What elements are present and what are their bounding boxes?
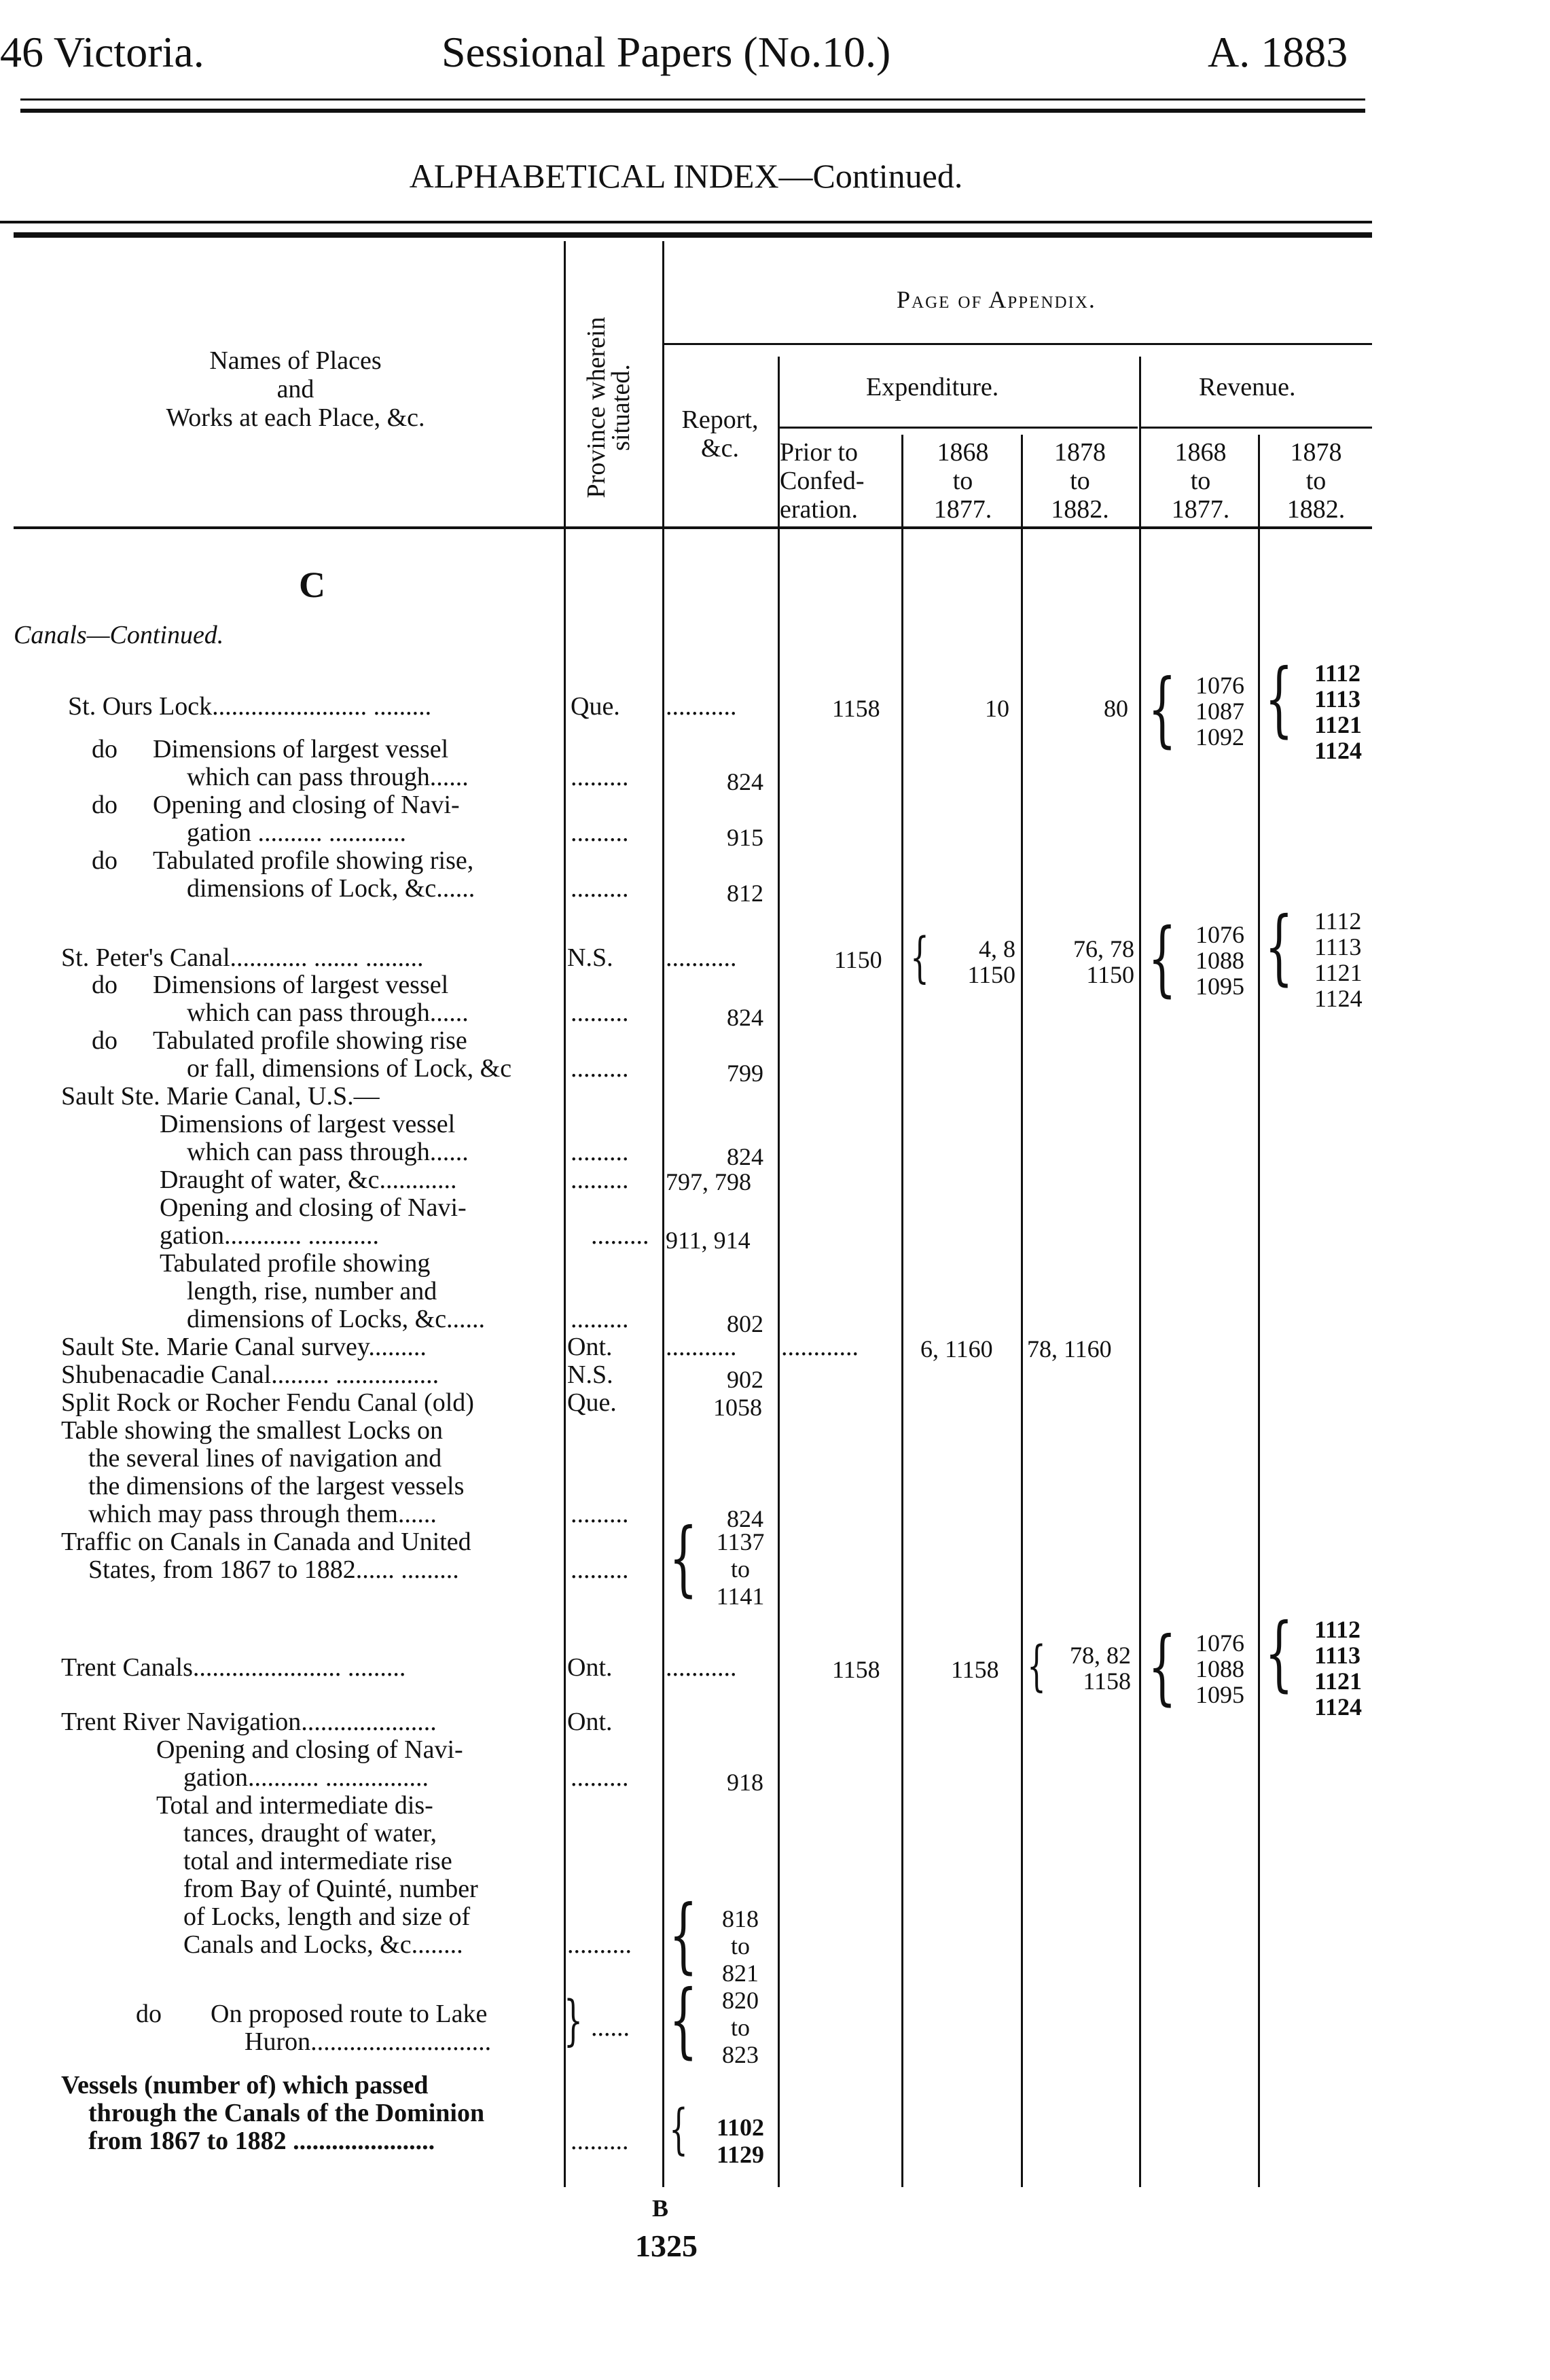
text-peter-dim	[153, 971, 469, 1027]
do-trent-proposed: do	[136, 2000, 162, 2028]
col-line-rev-1868	[1258, 435, 1260, 2187]
report-shubenacadie: 902	[727, 1366, 763, 1393]
col-rev-1868-header	[1141, 438, 1260, 524]
exp1878-trent	[1060, 1642, 1131, 1694]
brace-report-traffic: {	[669, 1511, 698, 1606]
report-table-locks: 824	[727, 1505, 763, 1532]
text-table-1: Table showing the smallest Locks on	[61, 1416, 443, 1445]
exp1878-trent-2: 1158	[1083, 1667, 1131, 1695]
col-exp-1868-line-1: 1868	[937, 438, 989, 467]
exp1868-st-ours: 10	[985, 695, 1009, 722]
report-sault-tab: 802	[727, 1310, 763, 1337]
col-report-line-2: &c.	[701, 434, 739, 463]
text-trent-open-1: Opening and closing of Navi-	[156, 1735, 463, 1764]
text-vessels-1: Vessels (number of) which passed	[61, 2071, 429, 2099]
text-ours-tab-2: dimensions of Lock, &c......	[187, 874, 475, 903]
col-rev-1878-line-2: to	[1305, 467, 1327, 495]
rev1878-trent-4: 1124	[1314, 1693, 1363, 1720]
prov-sault-dim: .........	[571, 1138, 629, 1166]
prior-st-peters: 1150	[834, 946, 882, 973]
col-line-exp-1878	[1139, 357, 1141, 2187]
page-title: ALPHABETICAL INDEX—Continued.	[409, 157, 963, 195]
report-st-ours: ...........	[666, 692, 737, 721]
province-st-ours: Que.	[571, 692, 620, 721]
rev1868-st-peters-2: 1088	[1195, 947, 1244, 974]
col-exp-1868-header	[903, 438, 1022, 524]
col-exp-1878-line-2: to	[1070, 467, 1090, 495]
brace-exp1878-trent: {	[1027, 1634, 1046, 1697]
text-ours-dim-2: which can pass through......	[187, 763, 469, 791]
rev1878-trent	[1314, 1617, 1362, 1720]
report-sault-survey: ...........	[666, 1333, 737, 1361]
report-split-rock: 1058	[713, 1394, 762, 1421]
brace-rev1878-trent: {	[1265, 1606, 1293, 1701]
rev1878-st-peters-4: 1124	[1314, 985, 1363, 1012]
text-peter-dim-2: which can pass through......	[187, 998, 469, 1027]
brace-rev1878-st-peters: {	[1265, 900, 1293, 994]
rev1868-st-peters	[1195, 922, 1244, 999]
text-ours-tab	[153, 847, 475, 903]
rev1878-trent-2: 1113	[1314, 1642, 1361, 1669]
col-line-exp-1868	[1021, 435, 1023, 2187]
col-prior-header	[780, 438, 902, 524]
rev1868-st-peters-3: 1095	[1195, 973, 1244, 1000]
entry-split-rock: Split Rock or Rocher Fendu Canal (old)	[61, 1388, 474, 1417]
col-rev-1878-line-1: 1878	[1290, 438, 1342, 467]
text-sault-open	[160, 1194, 467, 1250]
prov-ours-dim: .........	[571, 763, 629, 791]
rev1868-trent-2: 1088	[1195, 1655, 1244, 1682]
text-trent-proposed	[211, 2000, 491, 2056]
entry-table-locks	[61, 1417, 464, 1528]
rev1868-trent-1: 1076	[1195, 1629, 1244, 1657]
col-rev-1868-line-1: 1868	[1174, 438, 1227, 467]
header-session: 46 Victoria.	[0, 28, 204, 76]
col-prior-line-3: eration.	[780, 495, 859, 524]
brace-prov-trent-proposed: }	[564, 1989, 583, 2052]
exp1868-trent: 1158	[951, 1656, 999, 1683]
report-sault-dim: 824	[727, 1143, 763, 1170]
col-report-line-1: Report,	[681, 405, 759, 434]
title-rule-bottom	[14, 232, 1372, 238]
report-trent-total-1: 818	[722, 1905, 759, 1932]
text-sault-tab-2: length, rise, number and	[187, 1277, 437, 1305]
col-names-line-1: Names of Places	[209, 346, 382, 375]
exp1868-sault-survey: 6, 1160	[920, 1335, 993, 1363]
entry-shubenacadie: Shubenacadie Canal......... ................	[61, 1360, 439, 1389]
text-peter-tab	[153, 1027, 511, 1083]
revenue-rule	[1141, 427, 1372, 429]
prov-ours-open: .........	[571, 818, 629, 847]
report-traffic-3: 1141	[716, 1583, 765, 1610]
text-ours-open-1: Opening and closing of Navi-	[153, 791, 460, 819]
province-shubenacadie: N.S.	[567, 1360, 613, 1389]
brace-rev1868-st-peters: {	[1148, 912, 1176, 1006]
col-line-province	[662, 241, 664, 2187]
rev1878-st-peters-3: 1121	[1314, 959, 1363, 986]
exp1878-st-ours: 80	[1104, 695, 1128, 722]
report-ours-open: 915	[727, 824, 763, 851]
text-traffic-1: Traffic on Canals in Canada and United	[61, 1528, 471, 1556]
rev1868-trent-3: 1095	[1195, 1681, 1244, 1708]
text-sault-tab-3: dimensions of Locks, &c......	[187, 1305, 486, 1333]
report-trent-total-3: 821	[722, 1960, 759, 1987]
prov-sault-tab: .........	[571, 1305, 629, 1333]
col-rev-1878-line-3: 1882.	[1286, 495, 1346, 524]
province-trent-river: Ont.	[567, 1708, 613, 1736]
report-trent-proposed-1: 820	[722, 1987, 759, 2014]
prov-trent-total: ..........	[567, 1930, 632, 1959]
text-trent-open-2: gation........... ................	[183, 1763, 429, 1792]
brace-report-trent-total: {	[669, 1888, 698, 1983]
exp1878-st-peters-2: 1150	[1086, 961, 1134, 988]
col-names-header	[115, 346, 475, 432]
rev1868-st-ours-3: 1092	[1195, 723, 1244, 751]
text-trent-total-4: from Bay of Quinté, number	[183, 1875, 478, 1903]
rev1878-st-ours	[1314, 660, 1362, 763]
entry-trent-river: Trent River Navigation.....................	[61, 1708, 437, 1736]
text-table-4: which may pass through them......	[88, 1500, 437, 1528]
report-trent-open: 918	[727, 1769, 763, 1796]
prov-trent-proposed: ......	[591, 2013, 630, 2042]
exp1878-trent-1: 78, 82	[1070, 1642, 1131, 1669]
rev1878-st-peters-1: 1112	[1314, 907, 1362, 935]
rev1868-st-ours	[1195, 672, 1244, 750]
report-peter-tab: 799	[727, 1060, 763, 1087]
text-trent-total-5: of Locks, length and size of	[183, 1903, 471, 1931]
brace-rev1878-st-ours: {	[1265, 652, 1293, 746]
rev1868-st-ours-1: 1076	[1195, 672, 1244, 699]
text-ours-open	[153, 791, 460, 847]
prov-table-locks: .........	[571, 1500, 629, 1528]
province-split-rock: Que.	[567, 1388, 617, 1417]
page-of-appendix-header: Page of Appendix.	[897, 286, 1096, 313]
col-rev-1868-line-3: 1877.	[1171, 495, 1230, 524]
section-letter: C	[299, 564, 325, 605]
rev1868-st-ours-2: 1087	[1195, 698, 1244, 725]
col-line-names	[564, 241, 566, 2187]
text-trent-total-2: tances, draught of water,	[183, 1819, 437, 1847]
rev1878-st-peters-2: 1113	[1314, 933, 1362, 960]
text-table-3: the dimensions of the largest vessels	[88, 1472, 465, 1500]
text-ours-dim-1: Dimensions of largest vessel	[153, 735, 449, 763]
text-table-2: the several lines of navigation and	[88, 1444, 442, 1473]
entry-traffic	[61, 1528, 471, 1584]
col-exp-1878-line-3: 1882.	[1051, 495, 1109, 524]
header-rule-top	[20, 98, 1365, 101]
report-trent: ...........	[666, 1653, 737, 1682]
prov-sault-open: .........	[591, 1221, 649, 1250]
text-sault-open-2: gation............ ...........	[160, 1221, 379, 1250]
brace-rev1868-st-ours: {	[1148, 662, 1176, 757]
text-trent-total	[156, 1792, 478, 1959]
col-province-line-2: situated.	[607, 364, 635, 451]
text-ours-open-2: gation .......... ............	[187, 818, 406, 847]
exp1868-st-peters	[951, 936, 1015, 988]
do-ours-tab: do	[92, 846, 118, 875]
prov-trent-open: .........	[571, 1763, 629, 1792]
text-peter-tab-2: or fall, dimensions of Lock, &c	[187, 1054, 512, 1083]
report-st-peters: ...........	[666, 943, 737, 972]
exp1878-sault-survey: 78, 1160	[1027, 1335, 1112, 1363]
report-sault-draught: 797, 798	[666, 1168, 751, 1195]
report-trent-proposed	[710, 1987, 771, 2068]
rev1878-st-ours-3: 1121	[1314, 711, 1363, 738]
report-ours-dim: 824	[727, 768, 763, 795]
header-year: A. 1883	[1208, 28, 1348, 76]
text-sault-dim-1: Dimensions of largest vessel	[160, 1110, 456, 1138]
brace-report-vessels: {	[669, 2097, 688, 2161]
report-traffic	[710, 1528, 771, 1610]
prior-trent: 1158	[832, 1656, 880, 1683]
rev1878-st-ours-1: 1112	[1314, 660, 1361, 687]
entry-sault-survey: Sault Ste. Marie Canal survey.........	[61, 1333, 427, 1361]
col-rev-1878-header	[1260, 438, 1372, 524]
prov-peter-dim: .........	[571, 998, 629, 1027]
report-vessels	[710, 2114, 771, 2168]
entry-sault-canal: Sault Ste. Marie Canal, U.S.—	[61, 1082, 380, 1111]
entry-st-peters-canal: St. Peter's Canal............ ....... .........	[61, 943, 424, 972]
text-peter-dim-1: Dimensions of largest vessel	[153, 971, 449, 999]
col-report-header	[662, 405, 778, 463]
col-line-prior	[901, 435, 903, 2187]
rev1878-st-ours-2: 1113	[1314, 685, 1361, 713]
col-exp-1868-line-2: to	[952, 467, 973, 495]
prov-peter-tab: .........	[571, 1054, 629, 1083]
exp1868-st-peters-1: 4, 8	[979, 935, 1015, 962]
brace-report-trent-proposed: {	[669, 1973, 698, 2068]
col-rev-1868-line-2: to	[1190, 467, 1211, 495]
prior-sault-survey: ............	[781, 1333, 859, 1361]
col-exp-1868-line-3: 1877.	[933, 495, 992, 524]
rev1868-trent	[1195, 1630, 1244, 1708]
revenue-header: Revenue.	[1199, 373, 1296, 401]
expenditure-header: Expenditure.	[866, 373, 999, 401]
exp1878-st-peters	[1046, 936, 1134, 988]
report-sault-open: 911, 914	[666, 1227, 751, 1254]
prov-vessels: .........	[571, 2127, 629, 2155]
report-trent-proposed-3: 823	[722, 2041, 759, 2068]
col-line-report	[778, 357, 780, 2187]
report-ours-tab: 812	[727, 880, 763, 907]
expenditure-rule	[780, 427, 1138, 429]
text-peter-tab-1: Tabulated profile showing rise	[153, 1026, 467, 1055]
text-trent-open	[156, 1736, 463, 1792]
prior-st-ours: 1158	[832, 695, 880, 722]
prov-traffic: .........	[571, 1555, 629, 1584]
report-traffic-1: 1137	[716, 1528, 765, 1555]
rev1878-st-peters	[1314, 908, 1363, 1011]
do-ours-dim: do	[92, 735, 118, 763]
col-province-header	[582, 285, 635, 530]
exp1878-st-peters-1: 76, 78	[1073, 935, 1134, 962]
section-label: Canals—Continued.	[14, 621, 224, 649]
col-names-line-3: Works at each Place, &c.	[166, 403, 425, 432]
text-trent-total-3: total and intermediate rise	[183, 1847, 452, 1875]
title-rule-top	[0, 221, 1372, 223]
text-trent-proposed-2: Huron............................	[245, 2027, 492, 2056]
prov-sault-draught: .........	[571, 1166, 629, 1194]
report-vessels-1: 1102	[716, 2114, 764, 2141]
col-prior-line-2: Confed-	[780, 467, 865, 495]
report-vessels-2: 1129	[716, 2141, 764, 2168]
header-paper-title: Sessional Papers (No.10.)	[441, 28, 891, 76]
province-st-peters: N.S.	[567, 943, 613, 972]
do-ours-open: do	[92, 791, 118, 819]
rev1878-trent-3: 1121	[1314, 1667, 1363, 1695]
text-trent-total-1: Total and intermediate dis-	[156, 1791, 433, 1820]
province-trent: Ont.	[567, 1653, 613, 1682]
report-trent-proposed-2: to	[730, 2014, 750, 2041]
report-trent-total-2: to	[730, 1932, 750, 1960]
prov-ours-tab: .........	[571, 874, 629, 903]
footer-mark: B	[652, 2195, 669, 2222]
text-trent-total-6: Canals and Locks, &c........	[183, 1930, 463, 1959]
do-peter-dim: do	[92, 971, 118, 999]
brace-exp1868-st-peters: {	[910, 926, 929, 989]
text-ours-tab-1: Tabulated profile showing rise,	[153, 846, 474, 875]
report-trent-total	[710, 1905, 771, 1987]
text-trent-proposed-1: On proposed route to Lake	[211, 2000, 488, 2028]
col-prior-line-1: Prior to	[780, 438, 859, 467]
do-peter-tab: do	[92, 1026, 118, 1055]
text-traffic-2: States, from 1867 to 1882...... .........	[88, 1555, 459, 1584]
exp1868-st-peters-2: 1150	[967, 961, 1015, 988]
col-province-line-1: Province wherein	[582, 317, 611, 499]
footer-page-number: 1325	[635, 2229, 698, 2263]
brace-rev1868-trent: {	[1148, 1620, 1176, 1714]
entry-st-ours-lock: St. Ours Lock........................ .........	[68, 692, 432, 721]
entry-trent-canals: Trent Canals....................... .........	[61, 1653, 406, 1682]
rev1878-st-ours-4: 1124	[1314, 737, 1363, 764]
col-names-line-2: and	[276, 375, 314, 403]
col-exp-1878-header	[1022, 438, 1138, 524]
entry-vessels	[61, 2072, 484, 2155]
report-peter-dim: 824	[727, 1004, 763, 1031]
text-sault-dim-2: which can pass through......	[187, 1138, 469, 1166]
appendix-rule	[662, 343, 1372, 345]
text-sault-dim	[160, 1111, 469, 1166]
rev1868-st-peters-1: 1076	[1195, 921, 1244, 948]
text-vessels-2: through the Canals of the Dominion	[88, 2099, 485, 2127]
province-sault-survey: Ont.	[567, 1333, 613, 1361]
report-traffic-2: to	[730, 1555, 750, 1583]
text-sault-tab-1: Tabulated profile showing	[160, 1249, 431, 1278]
col-exp-1878-line-1: 1878	[1054, 438, 1106, 467]
header-bottom-rule	[14, 526, 1372, 529]
rev1878-trent-1: 1112	[1314, 1616, 1361, 1643]
text-sault-tab	[160, 1250, 485, 1333]
text-sault-open-1: Opening and closing of Navi-	[160, 1193, 467, 1222]
text-sault-draught: Draught of water, &c............	[160, 1166, 457, 1194]
text-vessels-3: from 1867 to 1882 ......................	[88, 2127, 435, 2155]
text-ours-dim	[153, 736, 557, 791]
header-rule-bottom	[20, 109, 1365, 113]
